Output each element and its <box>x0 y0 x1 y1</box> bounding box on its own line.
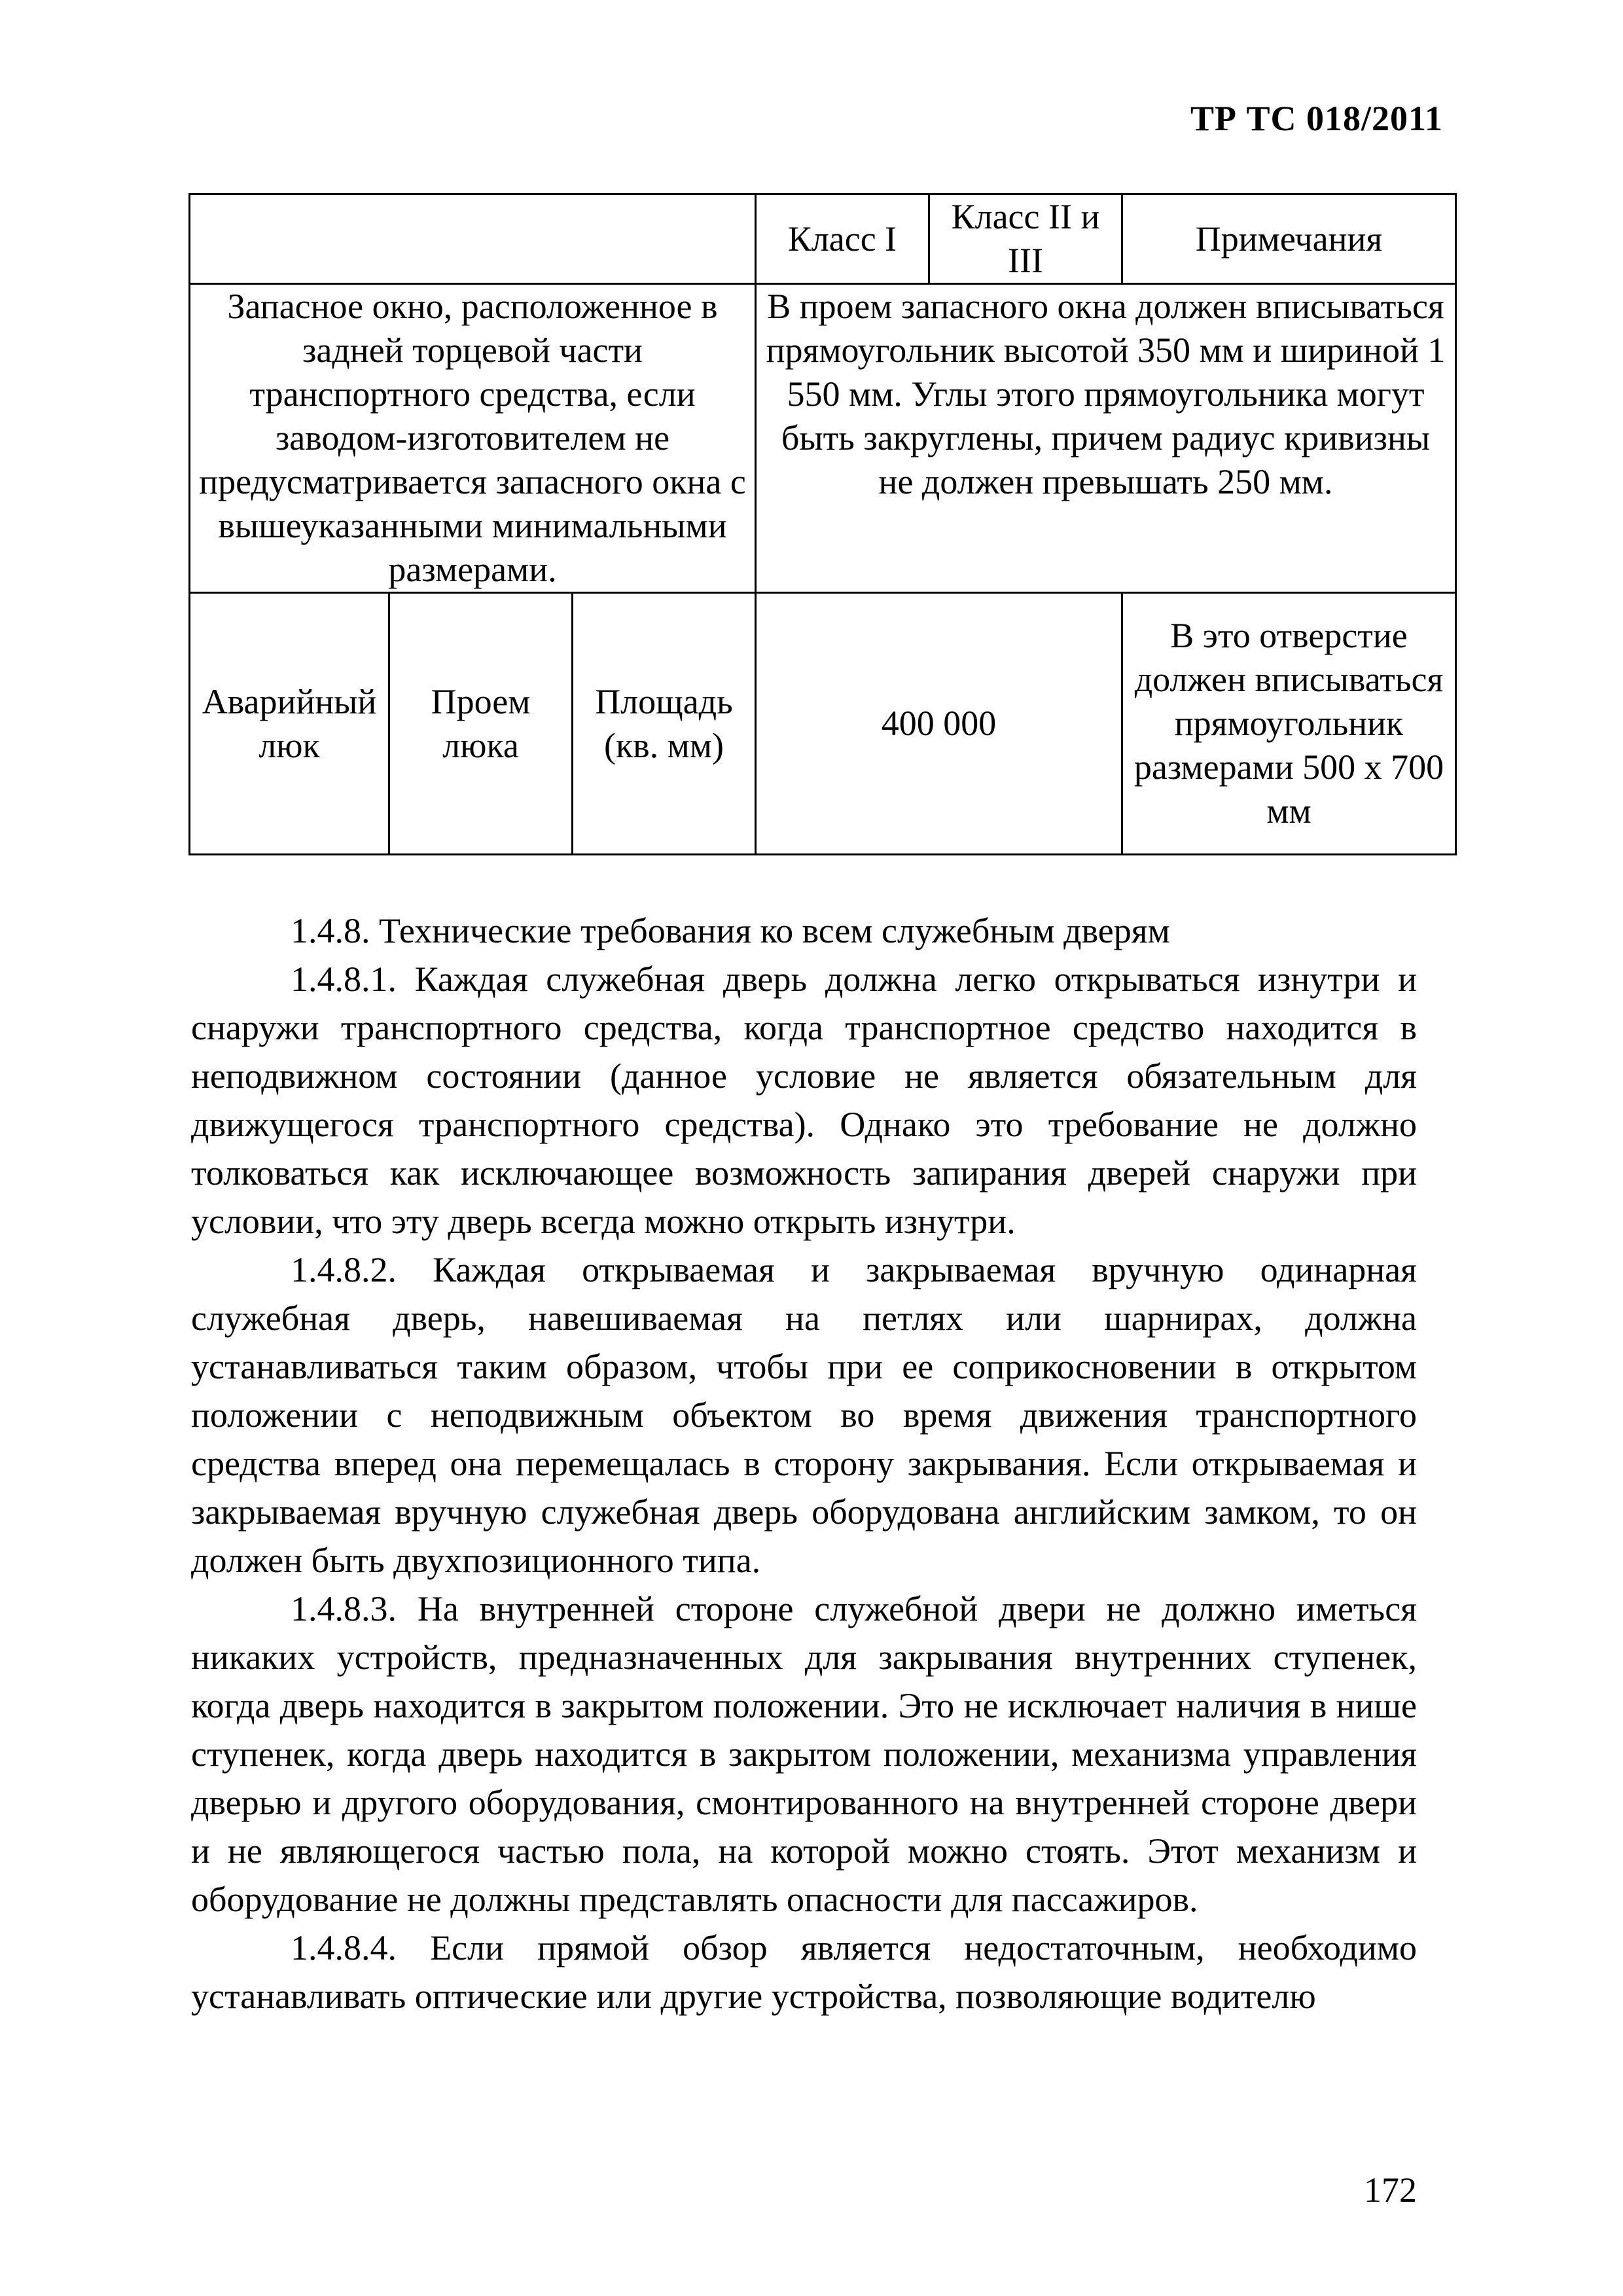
document-body <box>191 906 1417 2020</box>
table-row <box>190 284 1456 593</box>
document-code: ТР ТС 018/2011 <box>1190 99 1443 138</box>
paragraph: 1.4.8.4. Если прямой обзор является недостаточным, необходимо устанавливать оптические или другие устройства, позволяющие водителю <box>191 1928 1417 2016</box>
paragraph: 1.4.8.1. Каждая служебная дверь должна легко открываться изнутри и снаружи транспортного средства, когда транспортное средство находится в неподвижном состоянии (данное условие не является обязательным для движущегося транспортного средства). Однако это требование не должно толковаться как исключающее возможность запирания дверей снаружи при условии, что эту дверь всегда можно открыть изнутри. <box>191 960 1417 1241</box>
column-header-class-1: Класс I <box>756 194 929 284</box>
spare-window-requirement: В проем запасного окна должен вписываться прямоугольник высотой 350 мм и шириной 1 550 мм. Углы этого прямоугольника могут быть закруглены, причем радиус кривизны не должен превышать 250 мм. <box>756 284 1456 593</box>
hatch-area-value: 400 000 <box>756 593 1122 855</box>
hatch-note: В это отверстие должен вписываться прямоугольник размерами 500 х 700 мм <box>1122 593 1456 855</box>
hatch-opening-label: Проем люка <box>389 593 573 855</box>
table-header-empty <box>190 194 756 284</box>
spare-window-label: Запасное окно, расположенное в задней торцевой части транспортного средства, если заводом-изготовителем не предусматривается запасного окна с вышеуказанными минимальными размерами. <box>190 284 756 593</box>
column-header-notes: Примечания <box>1122 194 1456 284</box>
hatch-area-label: Площадь (кв. мм) <box>573 593 756 855</box>
emergency-hatch-label: Аварийный люк <box>190 593 389 855</box>
section-heading: 1.4.8. Технические требования ко всем служебным дверям <box>291 911 1170 950</box>
page-number: 172 <box>1364 2170 1417 2210</box>
column-header-class-2-3: Класс II и III <box>929 194 1122 284</box>
paragraph: 1.4.8.2. Каждая открываемая и закрываемая вручную одинарная служебная дверь, навешиваемая на петлях или шарнирах, должна устанавливаться таким образом, чтобы при ее соприкосновении в открытом положении с неподвижным объектом во время движения транспортного средства вперед она перемещалась в сторону закрывания. Если открываемая и закрываемая вручную служебная дверь оборудована английским замком, то он должен быть двухпозиционного типа. <box>191 1250 1417 1580</box>
table-header-row <box>190 194 1456 284</box>
paragraph: 1.4.8.3. На внутренней стороне служебной двери не должно иметься никаких устройств, предназначенных для закрывания внутренних ступенек, когда дверь находится в закрытом положении. Это не исключает наличия в нише ступенек, когда дверь находится в закрытом положении, механизма управления дверью и другого оборудования, смонтированного на внутренней стороне двери и не являющегося частью пола, на которой можно стоять. Этот механизм и оборудование не должны представлять опасности для пассажиров. <box>191 1589 1417 1919</box>
requirements-table <box>188 193 1457 855</box>
table-row <box>190 593 1456 855</box>
